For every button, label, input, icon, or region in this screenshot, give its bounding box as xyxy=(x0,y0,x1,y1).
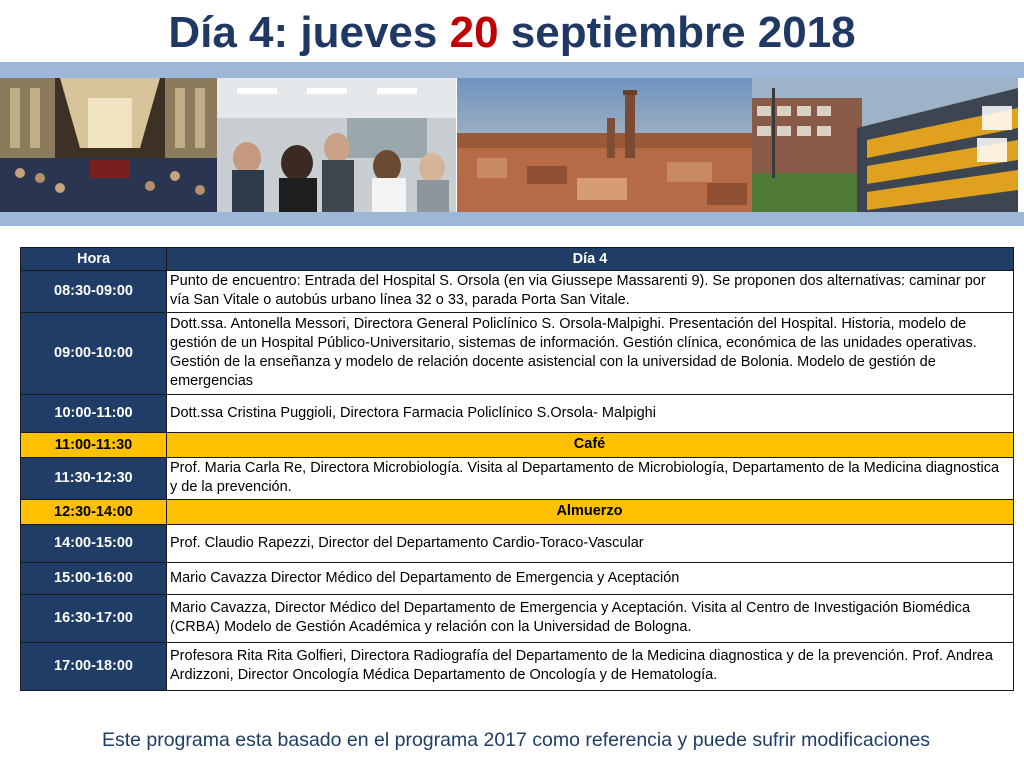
title-prefix: Día 4: jueves xyxy=(168,8,450,57)
table-row xyxy=(21,525,1014,563)
row-activity: Prof. Maria Carla Re, Directora Microbiología. Visita al Departamento de Microbiología, Departamento de la Medicina diagnostica y de la prevención. xyxy=(167,458,1014,500)
row-activity: Mario Cavazza, Director Médico del Departamento de Emergencia y Aceptación. Visita al Centro de Investigación Biomédica (CRBA) Modelo de Gestión Académica y relación con la Universidad de Bologna. xyxy=(167,595,1014,643)
row-time: 16:30-17:00 xyxy=(21,595,167,643)
row-time: 15:00-16:00 xyxy=(21,563,167,595)
table-row-break xyxy=(21,433,1014,458)
great-hall-photo-icon xyxy=(0,78,217,212)
photo-banner xyxy=(0,62,1024,224)
banner-band-top xyxy=(0,62,1024,78)
table-row xyxy=(21,395,1014,433)
hospital-office-visit-photo-icon xyxy=(217,78,456,212)
table-row xyxy=(21,563,1014,595)
row-activity: Prof. Claudio Rapezzi, Director del Departamento Cardio-Toraco-Vascular xyxy=(167,525,1014,563)
row-activity: Mario Cavazza Director Médico del Departamento de Emergencia y Aceptación xyxy=(167,563,1014,595)
title-day-number: 20 xyxy=(449,8,499,57)
row-activity: Dott.ssa Cristina Puggioli, Directora Farmacia Policlínico S.Orsola- Malpighi xyxy=(167,395,1014,433)
row-time: 08:30-09:00 xyxy=(21,271,167,313)
banner-band-bottom xyxy=(0,212,1024,226)
row-activity: Punto de encuentro: Entrada del Hospital S. Orsola (en via Giussepe Massarenti 9). Se proponen dos alternativas: caminar por vía San Vitale o autobús urbano línea 32 o 33, parada Porta San Vitale. xyxy=(167,271,1014,313)
table-row-break xyxy=(21,500,1014,525)
row-time: 11:00-11:30 xyxy=(21,433,167,458)
title-suffix: septiembre 2018 xyxy=(498,8,856,57)
column-header-time: Hora xyxy=(21,248,167,271)
table-row xyxy=(21,271,1014,313)
column-header-activity: Día 4 xyxy=(167,248,1014,271)
table-row xyxy=(21,643,1014,691)
bologna-cityscape-photo-icon xyxy=(457,78,752,212)
page-title xyxy=(0,4,1024,62)
row-activity: Almuerzo xyxy=(167,500,1014,525)
row-time: 12:30-14:00 xyxy=(21,500,167,525)
table-row xyxy=(21,313,1014,395)
table-row xyxy=(21,458,1014,500)
hospital-campus-signage-photo-icon xyxy=(752,78,1018,212)
row-time: 10:00-11:00 xyxy=(21,395,167,433)
row-activity: Dott.ssa. Antonella Messori, Directora General Policlínico S. Orsola-Malpighi. Presentación del Hospital. Historia, modelo de gestión de un Hospital Público-Universitario, sistemas de información. Gestión clínica, económica de las unidades operativas. Gestión de la enseñanza y modelo de relación docente asistencial con la universidad de Bolonia. Modelo de gestión de emergencias xyxy=(167,313,1014,395)
row-activity: Café xyxy=(167,433,1014,458)
row-time: 11:30-12:30 xyxy=(21,458,167,500)
row-time: 09:00-10:00 xyxy=(21,313,167,395)
row-time: 14:00-15:00 xyxy=(21,525,167,563)
schedule-table xyxy=(20,247,1014,691)
footer-note: Este programa esta basado en el programa 2017 como referencia y puede sufrir modificaciones xyxy=(101,729,931,751)
table-header-row xyxy=(21,248,1014,271)
row-time: 17:00-18:00 xyxy=(21,643,167,691)
table-row xyxy=(21,595,1014,643)
row-activity: Profesora Rita Rita Golfieri, Directora Radiografía del Departamento de la Medicina diagnostica y de la prevención. Prof. Andrea Ardizzoni, Director Oncología Médica Departamento de Oncología y de Hematología. xyxy=(167,643,1014,691)
